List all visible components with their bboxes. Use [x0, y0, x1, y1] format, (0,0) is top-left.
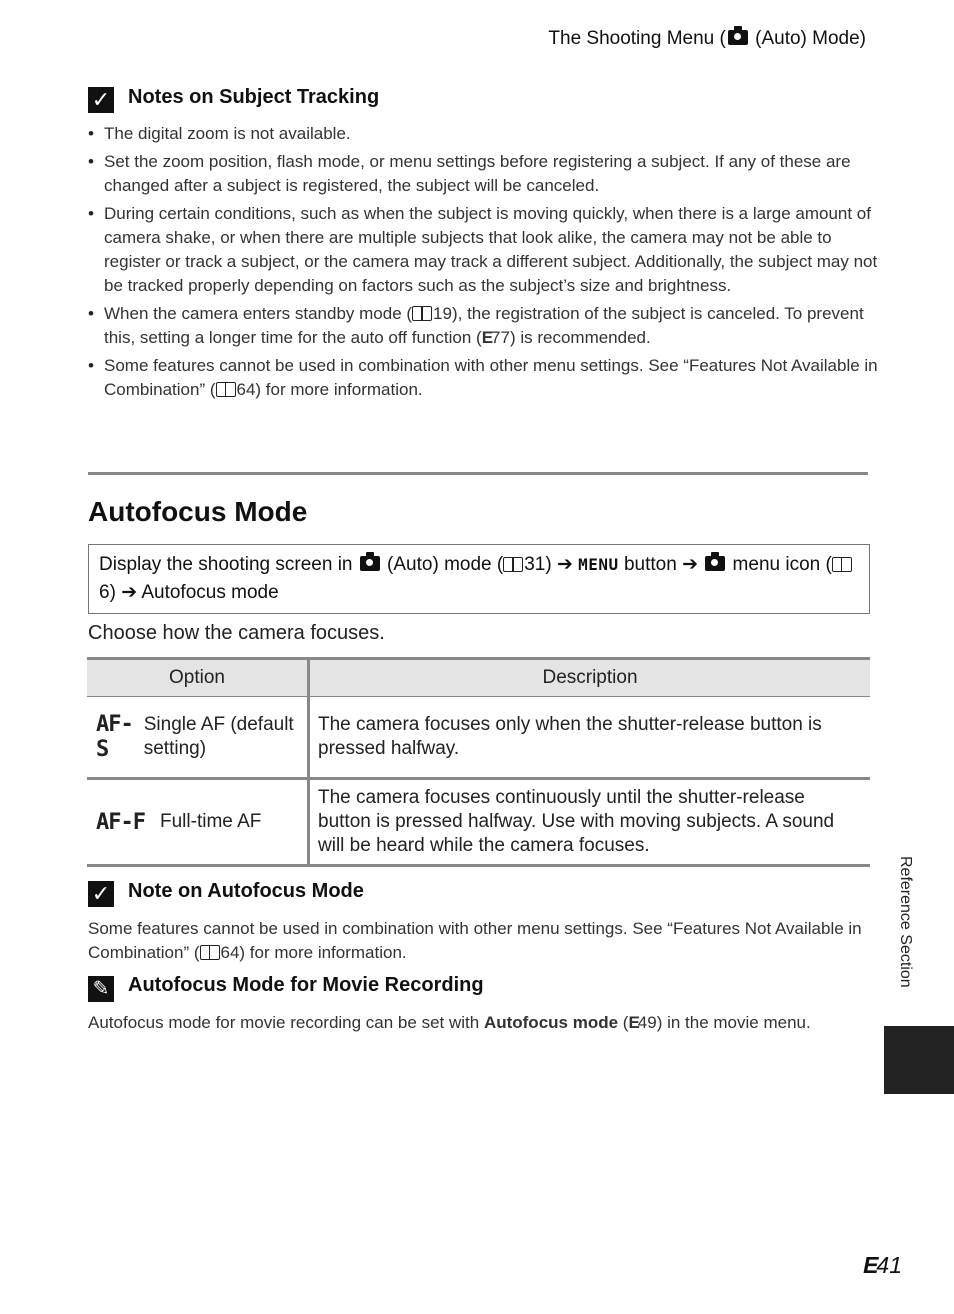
book-icon	[832, 557, 852, 572]
page-header: The Shooting Menu ( (Auto) Mode)	[548, 28, 866, 49]
option-label: Full-time AF	[160, 811, 262, 832]
af-s-icon: AF-S	[96, 712, 133, 762]
section-title: Autofocus Mode	[88, 496, 308, 527]
reference-e-icon: E	[863, 1252, 877, 1278]
book-icon	[200, 945, 220, 960]
reference-e-icon: E	[628, 1013, 638, 1032]
option-description: The camera focuses continuously until the shutter-release button is pressed halfway. Use with moving subjects. A sound will be heard while the camera focuses.	[309, 779, 871, 866]
camera-icon	[728, 30, 748, 45]
list-item: • When the camera enters standby mode ( 19), the registration of the subject is canceled. To prevent this, setting a longer time for the auto off function (E77) is recommended.	[88, 302, 878, 350]
note-title-movie-recording: ✎ Autofocus Mode for Movie Recording	[88, 974, 484, 1002]
side-section-label: Reference Section	[897, 856, 914, 988]
note-movie-text: Autofocus mode for movie recording can be set with Autofocus mode (E49) in the movie menu.	[88, 1011, 878, 1035]
intro-text: Choose how the camera focuses.	[88, 622, 385, 644]
list-item: • The digital zoom is not available.	[88, 122, 878, 146]
note-autofocus-text: Some features cannot be used in combination with other menu settings. See “Features Not Available in Combination” ( 64) for more information.	[88, 919, 862, 962]
note-title-subject-tracking: ✓ Notes on Subject Tracking	[88, 86, 379, 113]
list-item: • Some features cannot be used in combination with other menu settings. See “Features Not Available in Combination” ( 64) for more information.	[88, 354, 878, 402]
option-label: Single AF (default setting)	[143, 714, 294, 759]
camera-icon	[705, 556, 725, 571]
option-description: The camera focuses only when the shutter-release button is pressed halfway.	[309, 697, 871, 779]
menu-label: MENU	[578, 555, 619, 574]
notes-list	[88, 122, 878, 406]
arrow-right-icon: ➔	[556, 554, 573, 575]
section-tab	[884, 1026, 954, 1094]
list-item: • During certain conditions, such as when the subject is moving quickly, when there is a large amount of camera shake, or when there are multiple subjects that look alike, the camera may not be able to register or track a subject, or the camera may track a different subject. Additionally, the subject may not be tracked properly depending on factors such as the subject’s size and brightness.	[88, 202, 878, 298]
page-number: E41	[863, 1252, 902, 1278]
arrow-right-icon: ➔	[682, 554, 698, 575]
book-icon	[503, 557, 523, 572]
book-icon	[216, 382, 236, 397]
table-header-row	[87, 659, 870, 697]
table-row	[87, 697, 870, 779]
column-header-description: Description	[309, 659, 871, 697]
list-item: • Set the zoom position, flash mode, or menu settings before registering a subject. If any of these are changed after a subject is registered, the subject will be canceled.	[88, 150, 878, 198]
section-divider	[88, 472, 868, 475]
note-title-autofocus: ✓ Note on Autofocus Mode	[88, 880, 364, 907]
checkmark-icon: ✓	[88, 881, 114, 907]
af-f-icon: AF-F	[96, 809, 145, 835]
reference-e-icon: E	[481, 328, 492, 347]
checkmark-icon: ✓	[88, 87, 114, 113]
navigation-path-box: Display the shooting screen in (Auto) mode ( 31) ➔ MENU button ➔ menu icon (6) ➔ Autofocus mode	[88, 544, 870, 614]
book-icon	[412, 306, 432, 321]
arrow-right-icon: ➔	[121, 582, 138, 603]
table-row	[87, 779, 870, 866]
options-table	[87, 657, 870, 867]
camera-icon	[360, 556, 380, 571]
column-header-option: Option	[87, 659, 309, 697]
pencil-icon: ✎	[88, 976, 114, 1002]
